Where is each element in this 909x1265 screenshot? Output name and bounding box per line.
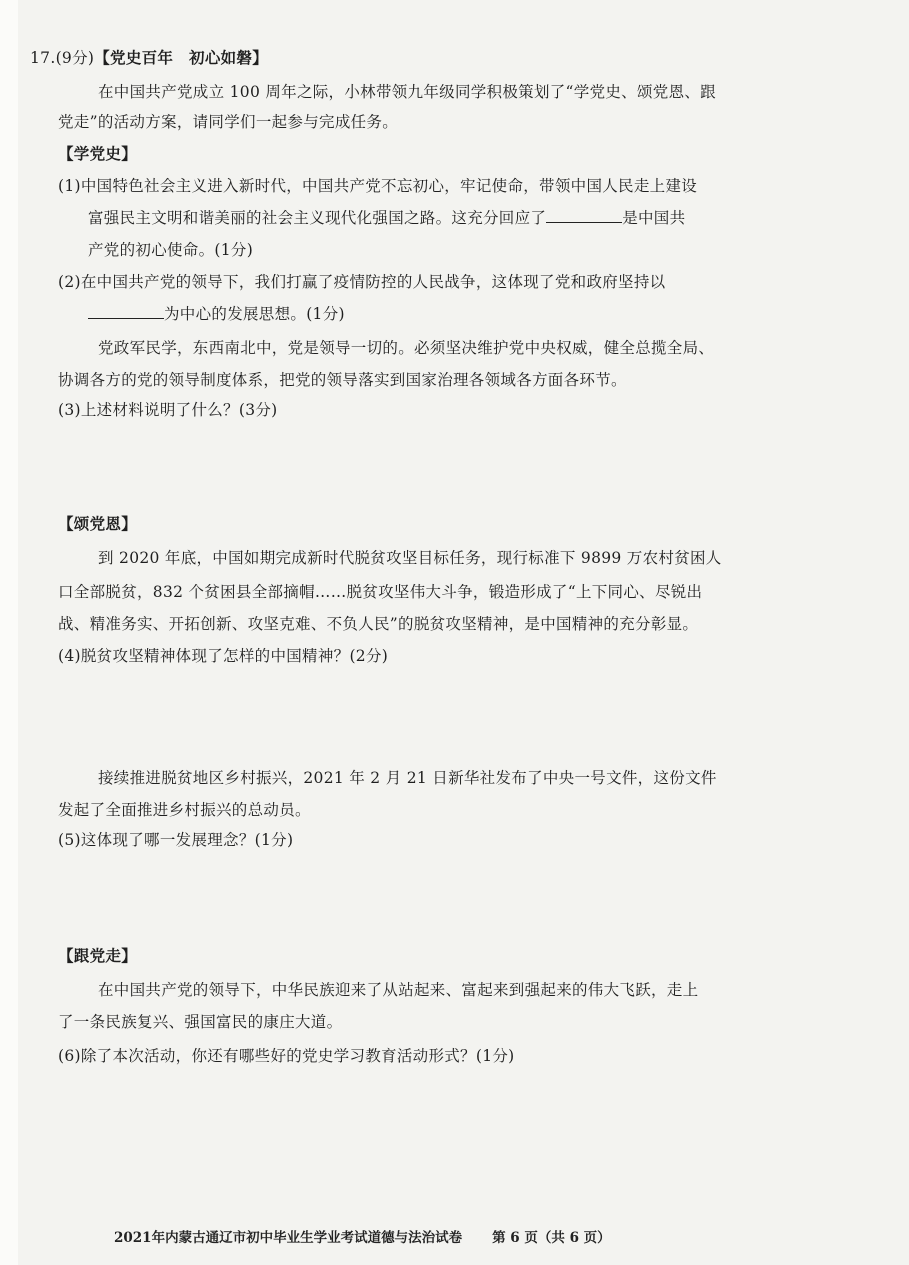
q4: (4)脱贫攻坚精神体现了怎样的中国精神？(2分) xyxy=(58,647,389,665)
q1-line-2 xyxy=(88,202,685,234)
q2-answer-blank[interactable] xyxy=(88,300,164,319)
section-title-praise: 【颂党恩】 xyxy=(58,514,138,533)
q1-answer-blank[interactable] xyxy=(546,204,622,223)
page-number: 第 6 页（共 6 页） xyxy=(492,1230,611,1246)
q3: (3)上述材料说明了什么？(3分) xyxy=(58,401,278,419)
follow-material-line-1: 在中国共产党的领导下，中华民族迎来了从站起来、富起来到强起来的伟大飞跃，走上 xyxy=(98,981,699,999)
follow-material-line-2: 了一条民族复兴、强国富民的康庄大道。 xyxy=(58,1013,343,1031)
question-theme: 【党史百年 初心如磐】 xyxy=(94,48,269,67)
q1-line-2-text: 富强民主文明和谐美丽的社会主义现代化强国之路。这充分回应了 xyxy=(88,209,547,227)
praise-material-line-1: 到 2020 年底，中国如期完成新时代脱贫攻坚目标任务，现行标准下 9899 万农村贫困人 xyxy=(98,549,722,567)
q6: (6)除了本次活动，你还有哪些好的党史学习教育活动形式？(1分) xyxy=(58,1047,515,1065)
praise-material2-line-2: 发起了全面推进乡村振兴的总动员。 xyxy=(58,801,311,819)
q5: (5)这体现了哪一发展理念？(1分) xyxy=(58,831,294,849)
praise-material-line-2: 口全部脱贫，832 个贫困县全部摘帽……脱贫攻坚伟大斗争，锻造形成了“上下同心、尽锐出 xyxy=(58,583,703,601)
intro-line-2: 党走”的活动方案，请同学们一起参与完成任务。 xyxy=(58,113,399,131)
exam-title: 2021年内蒙古通辽市初中毕业生学业考试道德与法治试卷 xyxy=(114,1230,463,1246)
section-title-follow: 【跟党走】 xyxy=(58,946,138,965)
q2-line-1: (2)在中国共产党的领导下，我们打赢了疫情防控的人民战争，这体现了党和政府坚持以 xyxy=(58,273,666,291)
learn-material-line-2: 协调各方的党的领导制度体系，把党的领导落实到国家治理各领域各方面各环节。 xyxy=(58,371,627,389)
q1-line-3: 产党的初心使命。(1分) xyxy=(88,241,254,259)
intro-line-1: 在中国共产党成立 100 周年之际，小林带领九年级同学积极策划了“学党史、颂党恩、跟 xyxy=(98,83,716,101)
praise-material2-line-1: 接续推进脱贫地区乡村振兴，2021 年 2 月 21 日新华社发布了中央一号文件，这份文件 xyxy=(98,769,717,787)
page-footer xyxy=(114,1226,611,1246)
q2-line-2-text: 为中心的发展思想。(1分) xyxy=(164,305,345,323)
praise-material-line-3: 战、精准务实、开拓创新、攻坚克难、不负人民”的脱贫攻坚精神，是中国精神的充分彰显。 xyxy=(58,615,699,633)
question-score: (9分) xyxy=(55,49,95,67)
learn-material-line-1: 党政军民学，东西南北中，党是领导一切的。必须坚决维护党中央权威，健全总揽全局、 xyxy=(98,339,715,357)
question-header xyxy=(30,42,268,74)
q1-line-1: (1)中国特色社会主义进入新时代，中国共产党不忘初心，牢记使命，带领中国人民走上建设 xyxy=(58,177,698,195)
section-title-learn: 【学党史】 xyxy=(58,144,138,163)
q1-line-2-tail: 是中国共 xyxy=(622,209,686,227)
q2-line-2 xyxy=(88,298,345,330)
question-number: 17. xyxy=(30,49,56,67)
